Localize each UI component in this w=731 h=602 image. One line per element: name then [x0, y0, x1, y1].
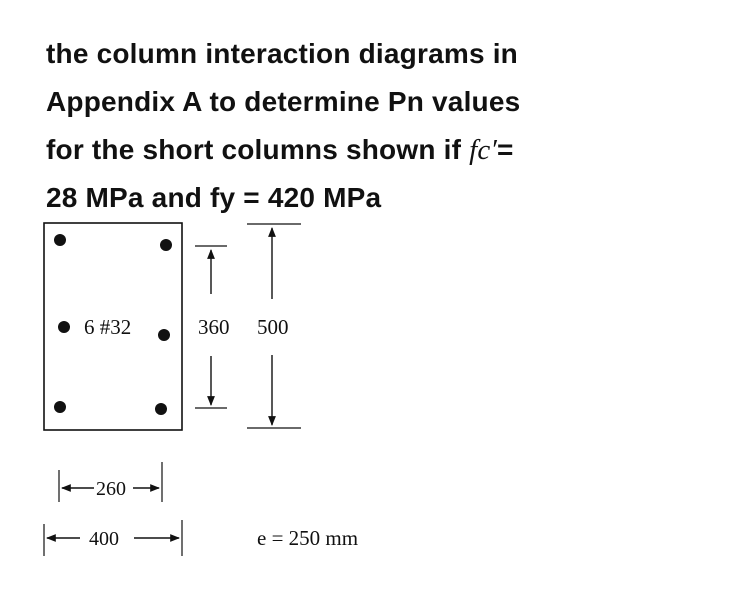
fc-prime-symbol: fc′ — [469, 134, 497, 166]
inner-width-label: 260 — [96, 478, 126, 500]
problem-line-4: 28 MPa and fy = 420 MPa — [46, 182, 382, 213]
rebar-top-left — [54, 234, 66, 246]
eccentricity-label: e = 250 mm — [257, 526, 359, 550]
rebar-bottom-right — [155, 403, 167, 415]
bars-label: 6 #32 — [84, 315, 132, 339]
rebar-mid-right — [158, 329, 170, 341]
rebar-top-right — [160, 239, 172, 251]
rebar-bottom-left — [54, 401, 66, 413]
inner-depth-label: 360 — [198, 315, 230, 339]
outer-width-label: 400 — [89, 528, 119, 550]
rebar-mid-left — [58, 321, 70, 333]
problem-line-2: Appendix A to determine Pn values — [46, 86, 521, 117]
problem-line-1: the column interaction diagrams in — [46, 38, 518, 69]
problem-line-3-prefix: for the short columns shown if — [46, 134, 470, 165]
outer-depth-label: 500 — [257, 315, 289, 339]
problem-line-3-suffix: = — [496, 134, 514, 165]
